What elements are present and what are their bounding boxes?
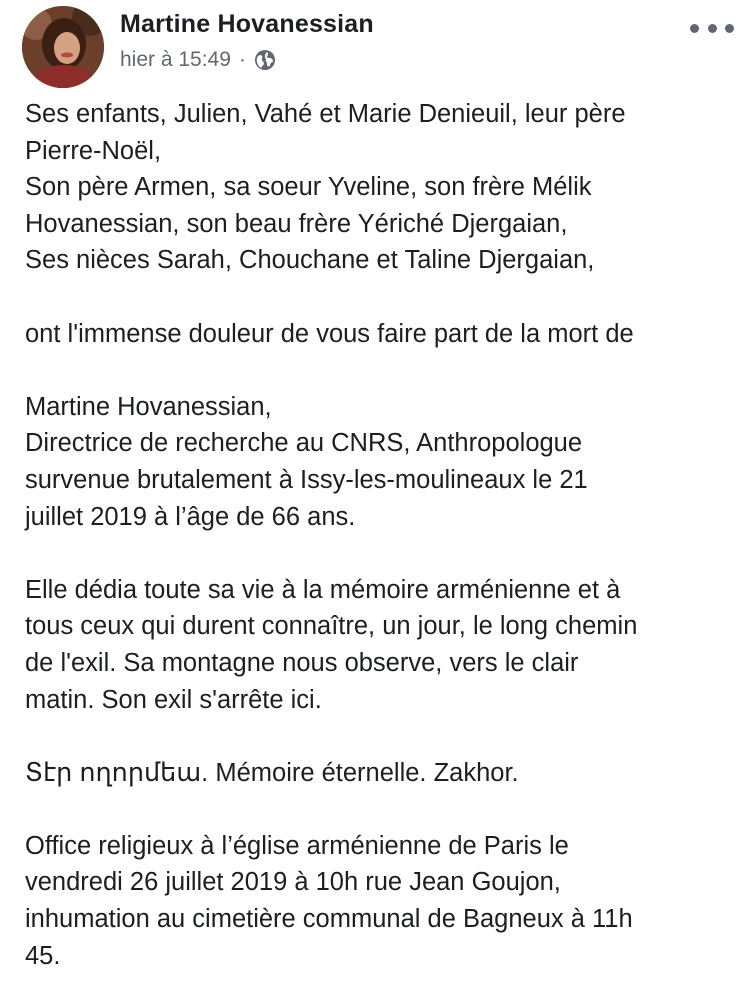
text-line: matin. Son exil s'arrête ici. [25, 685, 322, 714]
globe-icon [254, 49, 276, 71]
text-line: inhumation au cimetière communal de Bagneux à 11h [25, 905, 633, 934]
post-timestamp[interactable]: hier à 15:49 [120, 48, 231, 71]
text-line: Տէր ողորմեա. Mémoire éternelle. Zakhor. [25, 758, 519, 787]
paragraph-announcement [25, 316, 735, 353]
paragraph-tribute [25, 572, 735, 718]
text-line: Martine Hovanessian, [25, 392, 272, 421]
more-dot [708, 24, 717, 33]
paragraph-family [25, 96, 735, 279]
more-dot [690, 24, 699, 33]
paragraph-deceased [25, 389, 735, 535]
more-options-icon[interactable] [690, 18, 734, 38]
post-header [0, 0, 750, 90]
text-line: Son père Armen, sa soeur Yveline, son frère Mélik [25, 173, 592, 202]
post-meta [120, 48, 276, 72]
text-line: survenue brutalement à Issy-les-moulineaux le 21 [25, 465, 588, 494]
paragraph-funeral [25, 828, 735, 974]
text-line: Hovanessian, son beau frère Yériché Djergaian, [25, 209, 568, 238]
text-line: Elle dédia toute sa vie à la mémoire arménienne et à [25, 575, 621, 604]
meta-separator: · [238, 48, 246, 71]
text-line: tous ceux qui durent connaître, un jour, le long chemin [25, 612, 638, 641]
text-line: juillet 2019 à l’âge de 66 ans. [25, 502, 356, 531]
text-line: Pierre-Noël, [25, 136, 162, 165]
text-line: Ses nièces Sarah, Chouchane et Taline Djergaian, [25, 246, 595, 275]
text-line: Ses enfants, Julien, Vahé et Marie Denieuil, leur père [25, 100, 626, 128]
paragraph-memory [25, 755, 735, 792]
text-line: Directrice de recherche au CNRS, Anthropologue [25, 429, 583, 458]
author-name[interactable]: Martine Hovanessian [120, 10, 374, 38]
avatar-photo [22, 6, 104, 88]
text-line: vendredi 26 juillet 2019 à 10h rue Jean Goujon, [25, 868, 561, 897]
text-line: de l'exil. Sa montagne nous observe, vers le clair [25, 648, 579, 677]
text-line: ont l'immense douleur de vous faire part de la mort de [25, 319, 634, 348]
avatar[interactable] [22, 6, 104, 88]
text-line: 45. [25, 941, 61, 970]
text-line: Office religieux à l’église arménienne de Paris le [25, 831, 569, 860]
post-body [25, 96, 735, 974]
more-dot [725, 24, 734, 33]
